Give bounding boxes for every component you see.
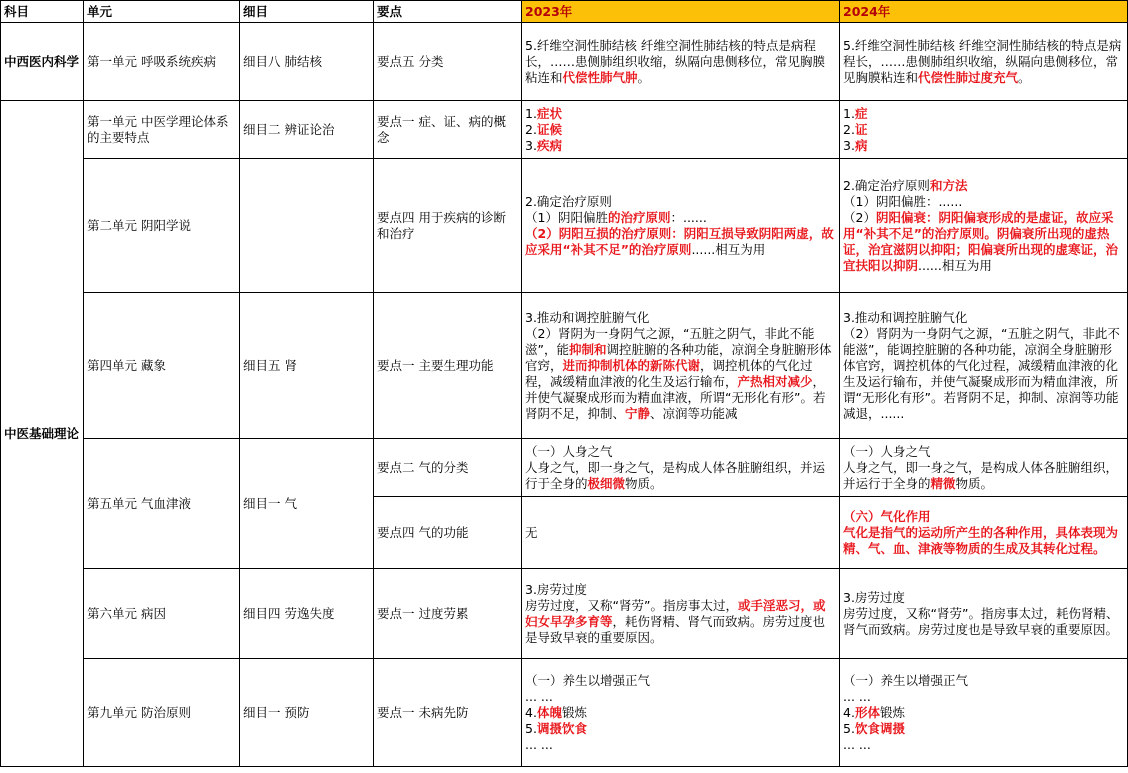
cell-line (843, 705, 1124, 721)
header-detail: 细目 (240, 1, 374, 23)
cell-text: 1. (843, 105, 855, 121)
cell-line (843, 689, 1124, 705)
unit-cell: 第五单元 气血津液 (84, 439, 240, 569)
unit-cell: 第一单元 呼吸系统疾病 (84, 23, 240, 101)
cell-line (525, 689, 836, 705)
cell-text: 物质。 (625, 475, 663, 491)
header-unit: 单元 (84, 1, 240, 23)
cell-line (843, 460, 1124, 492)
highlight-text: 症状 (536, 105, 562, 121)
cell-line (525, 138, 836, 154)
cell-text: 3. (843, 137, 855, 153)
cell-line (525, 38, 836, 86)
cell-text: 。 (637, 69, 651, 85)
content-2024-cell (840, 439, 1128, 497)
content-2024-cell (840, 159, 1128, 293)
highlight-text: 疾病 (536, 137, 562, 153)
cell-line (843, 444, 1124, 460)
content-2024-cell (840, 23, 1128, 101)
cell-text: 5.纤维空洞性肺结核 纤维空洞性肺结核的特点是病程长，……患侧肺组织收缩，纵隔向患侧移位，常见胸膜粘连和 (843, 37, 1122, 85)
cell-text: （一）人身之气 (525, 443, 613, 459)
cell-text: ... ... (843, 736, 871, 752)
cell-line (525, 106, 836, 122)
cell-line (525, 705, 836, 721)
cell-text: （一）人身之气 (843, 443, 931, 459)
unit-cell: 第九单元 防治原则 (84, 659, 240, 767)
highlight-text: 宁静 (625, 405, 651, 421)
detail-cell: 细目五 肾 (240, 293, 374, 439)
table-row (1, 439, 1128, 497)
point-cell: 要点四 气的功能 (374, 497, 522, 569)
cell-text: 锻炼 (879, 704, 905, 720)
highlight-text: 阴阳偏衰：阴阳偏衰形成的是虚证，故应采用“补其不足”的治疗原则。阴偏衰所出现的虚热证，治宜滋阴以抑阳；阳偏衰所出现的虚寒证，治宜扶阳以抑阴 (843, 209, 1119, 273)
cell-text: 2. (843, 121, 855, 137)
cell-text: （一）养生以增强正气 (525, 672, 651, 688)
cell-text: 无 (525, 524, 538, 540)
cell-line (843, 194, 1124, 210)
cell-line (843, 737, 1124, 753)
highlight-text: 体魄 (536, 704, 562, 720)
cell-text: 。 (1018, 69, 1031, 85)
highlight-text: 精微 (930, 475, 956, 491)
cell-line (843, 326, 1124, 422)
cell-line (843, 310, 1124, 326)
cell-text: 3.房劳过度 (525, 581, 587, 597)
content-2024-cell (840, 659, 1128, 767)
content-2023-cell (522, 659, 840, 767)
detail-cell: 细目一 预防 (240, 659, 374, 767)
cell-line (843, 178, 1124, 194)
cell-text: 1. (525, 105, 537, 121)
unit-cell: 第六单元 病因 (84, 569, 240, 659)
cell-line (525, 673, 836, 689)
cell-text: 房劳过度，又称“肾劳”。指房事太过，耗伤肾精、肾气而致病。房劳过度也是导致早衰的重要原因。 (843, 605, 1119, 637)
table-row (1, 293, 1128, 439)
cell-line (525, 598, 836, 646)
cell-line (843, 38, 1124, 86)
cell-line (525, 194, 836, 210)
cell-line (525, 721, 836, 737)
cell-text: 房劳过度，又称“肾劳”。指房事太过， (525, 597, 738, 613)
cell-text: 人身之气，即一身之气，是构成人体各脏腑组织，并运行于全身的 (525, 459, 826, 491)
cell-line (525, 582, 836, 598)
cell-text: 2.确定治疗原则 (843, 177, 930, 193)
highlight-text: 代偿性肺过度充气 (918, 69, 1019, 85)
cell-line (843, 590, 1124, 606)
header-2023: 2023年 (522, 1, 840, 23)
cell-line (843, 509, 1124, 525)
highlight-text: 代偿性肺气肿 (562, 69, 638, 85)
detail-cell: 细目四 劳逸失度 (240, 569, 374, 659)
cell-text: ，耗伤肾精、肾气而致病。房劳过度也是导致早衰的重要原因。 (525, 613, 826, 645)
cell-text: ......相互为用 (918, 257, 992, 273)
content-2023-cell (522, 569, 840, 659)
cell-text: 物质。 (955, 475, 994, 491)
cell-text: 5.纤维空洞性肺结核 纤维空洞性肺结核的特点是病程长，……患侧肺组织收缩，纵隔向患侧移位，常见胸膜粘连和 (525, 37, 826, 85)
highlight-text: 病 (854, 137, 868, 153)
header-row (1, 1, 1128, 23)
cell-text: ... ... (843, 688, 871, 704)
point-cell: 要点一 未病先防 (374, 659, 522, 767)
unit-cell: 第二单元 阴阳学说 (84, 159, 240, 293)
cell-line (525, 460, 836, 492)
cell-text: （2）肾阴为一身阴气之源，“五脏之阴气，非此不能滋”，能 (525, 325, 815, 357)
cell-text: 、凉润等功能减 (650, 405, 738, 421)
content-2024-cell (840, 101, 1128, 159)
cell-line (525, 210, 836, 226)
cell-text: 3.房劳过度 (843, 589, 905, 605)
cell-text: （2）肾阴为一身阴气之源，“五脏之阴气，非此不能滋”，能调控脏腑的各种功能，凉润全身脏腑形体官窍，调控机体的气化过程，减缓精血津液的化生及运行输布，并使气凝聚成形而为精血津液，所谓“无形化有形”。若肾阴不足，抑制、凉润等功能减退，...... (843, 325, 1120, 421)
cell-line (843, 106, 1124, 122)
highlight-text: 进而抑制机体的新陈代谢 (562, 357, 701, 373)
cell-text: ：...... (670, 209, 707, 225)
content-2023-cell (522, 159, 840, 293)
point-cell: 要点一 症、证、病的概念 (374, 101, 522, 159)
content-2023-cell (522, 23, 840, 101)
cell-line (843, 721, 1124, 737)
cell-text: ，调控机体的气化过程，减缓精血津液的化生及运行输布， (525, 357, 813, 389)
cell-text: 2.确定治疗原则 (525, 193, 612, 209)
content-2024-cell (840, 569, 1128, 659)
cell-text: （一）养生以增强正气 (843, 672, 969, 688)
highlight-text: 的治疗原则 (607, 209, 671, 225)
cell-line (525, 444, 836, 460)
highlight-text: 症 (854, 105, 868, 121)
cell-text: ，并使气凝聚成形而为精血津液，所谓“无形化有形”。若肾阴不足，抑制、 (525, 373, 826, 421)
content-2024-cell (840, 293, 1128, 439)
subject-cell: 中西医内科学 (1, 23, 84, 101)
cell-line (843, 606, 1124, 638)
cell-text: 调控脏腑的各种功能，凉润全身脏腑形体官窍， (525, 341, 832, 373)
cell-text: 4. (843, 704, 855, 720)
detail-cell (240, 159, 374, 293)
highlight-text: 饮食调摄 (854, 720, 905, 736)
header-2024: 2024年 (840, 1, 1128, 23)
cell-line (525, 226, 836, 258)
highlight-text: 调摄饮食 (536, 720, 587, 736)
cell-line (525, 737, 836, 753)
cell-text: 人身之气，即一身之气，是构成人体各脏腑组织，并运行于全身的 (843, 459, 1119, 491)
cell-line (843, 210, 1124, 274)
cell-line (525, 525, 836, 541)
point-cell: 要点一 主要生理功能 (374, 293, 522, 439)
highlight-text: （六）气化作用 (843, 508, 931, 524)
cell-text: 5. (525, 720, 537, 736)
table-row (1, 569, 1128, 659)
detail-cell: 细目二 辨证论治 (240, 101, 374, 159)
point-cell: 要点二 气的分类 (374, 439, 522, 497)
content-2023-cell (522, 497, 840, 569)
cell-text: 5. (843, 720, 855, 736)
table-row (1, 159, 1128, 293)
header-subject: 科目 (1, 1, 84, 23)
cell-text: 3.推动和调控脏腑气化 (843, 309, 968, 325)
content-2023-cell (522, 101, 840, 159)
content-2024-cell (840, 497, 1128, 569)
cell-line (843, 122, 1124, 138)
highlight-text: 证候 (536, 121, 562, 137)
highlight-text: 产热相对减少 (737, 373, 813, 389)
point-cell: 要点五 分类 (374, 23, 522, 101)
cell-line (525, 310, 836, 326)
content-2023-cell (522, 293, 840, 439)
cell-text: 2. (525, 121, 537, 137)
highlight-text: 气化是指气的运动所产生的各种作用，具体表现为精、气、血、津液等物质的生成及其转化过程。 (843, 524, 1119, 556)
cell-text: 4. (525, 704, 537, 720)
detail-cell: 细目一 气 (240, 439, 374, 569)
cell-text: 锻炼 (561, 704, 587, 720)
cell-text: （1）阴阳偏胜：...... (843, 193, 963, 209)
cell-text: （1）阴阳偏胜 (525, 209, 608, 225)
detail-cell: 细目八 肺结核 (240, 23, 374, 101)
content-2023-cell (522, 439, 840, 497)
highlight-text: 和方法 (929, 177, 968, 193)
highlight-text: 极细微 (587, 475, 626, 491)
cell-text: ......相互为用 (691, 241, 766, 257)
cell-line (525, 326, 836, 422)
cell-text: ... ... (525, 688, 553, 704)
highlight-text: （2）阴阳互损的治疗原则：阴阳互损导致阴阳两虚，故应采用“补其不足”的治疗原则 (525, 225, 834, 257)
cell-line (843, 138, 1124, 154)
cell-line (843, 525, 1124, 557)
unit-cell: 第一单元 中医学理论体系的主要特点 (84, 101, 240, 159)
point-cell: 要点一 过度劳累 (374, 569, 522, 659)
cell-line (525, 122, 836, 138)
cell-text: （2） (843, 209, 876, 225)
table-row (1, 23, 1128, 101)
unit-cell: 第四单元 藏象 (84, 293, 240, 439)
cell-line (843, 673, 1124, 689)
highlight-text: 形体 (854, 704, 880, 720)
table-row (1, 659, 1128, 767)
highlight-text: 抑制和 (568, 341, 607, 357)
cell-text: ... ... (525, 736, 553, 752)
highlight-text: 证 (854, 121, 868, 137)
header-point: 要点 (374, 1, 522, 23)
highlight-text: 或手淫恶习，或妇女早孕多育等 (525, 597, 826, 629)
subject-cell: 中医基础理论 (1, 101, 84, 767)
table-row (1, 101, 1128, 159)
cell-text: 3. (525, 137, 537, 153)
point-cell: 要点四 用于疾病的诊断和治疗 (374, 159, 522, 293)
cell-text: 3.推动和调控脏腑气化 (525, 309, 650, 325)
